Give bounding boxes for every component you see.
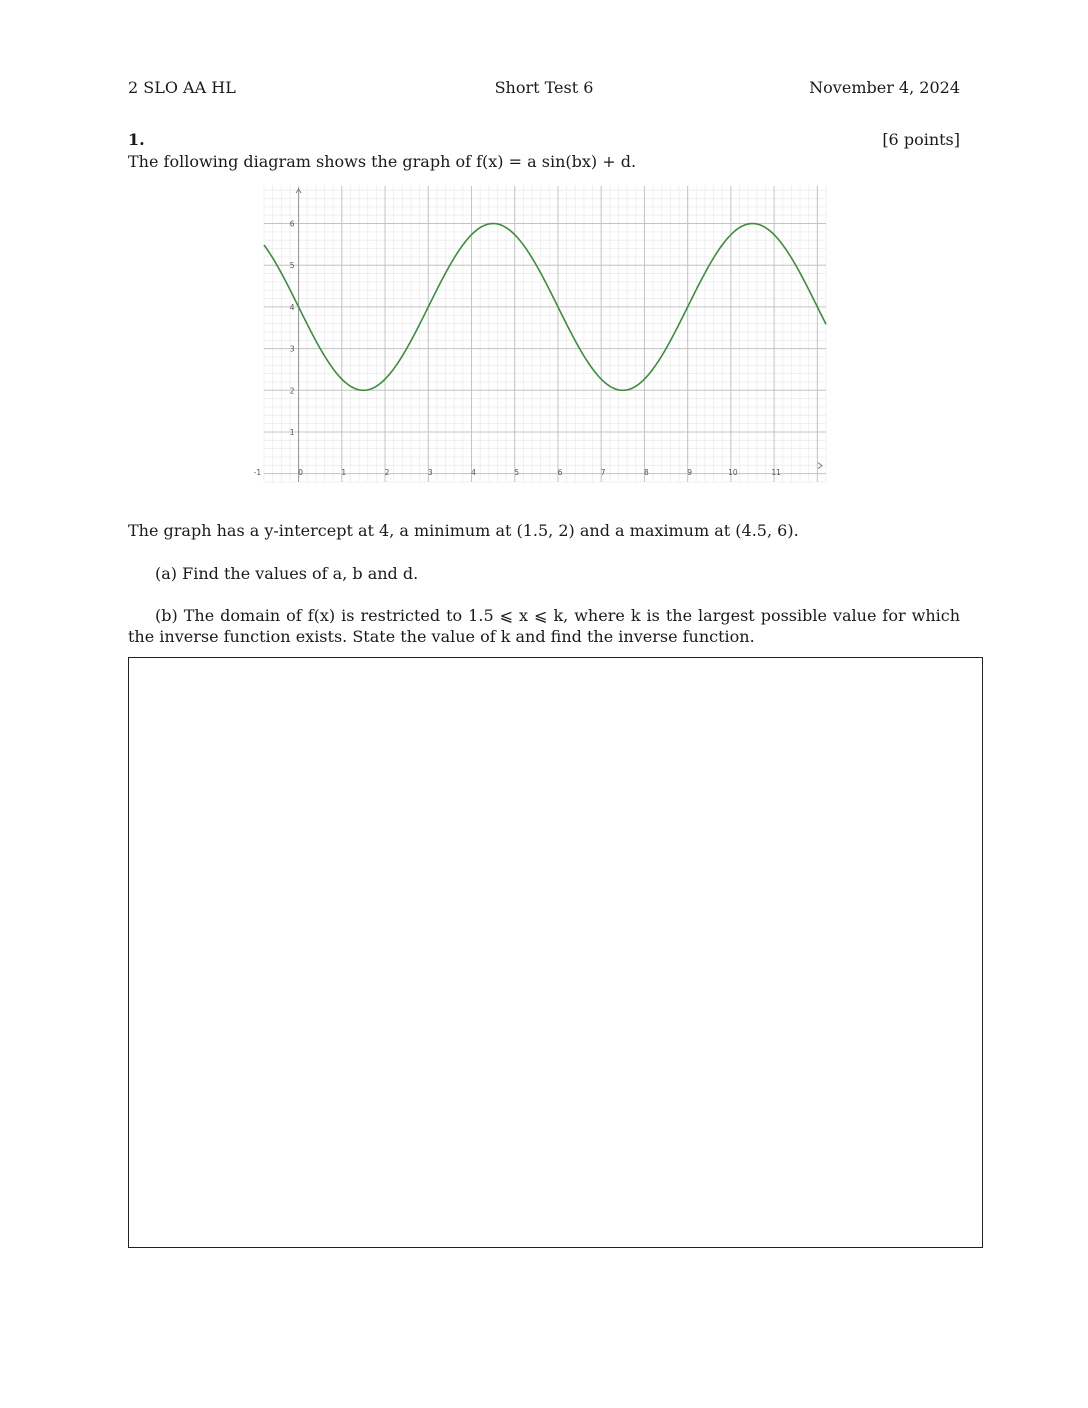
question-intro: The following diagram shows the graph of f(x) = a sin(bx) + d. [128,152,637,171]
x-tick-label: 8 [644,468,649,477]
grid-minor [264,186,826,482]
y-tick-label: 4 [289,302,295,312]
y-tick-label: 6 [289,219,295,229]
x-tick-label: 2 [384,468,390,477]
y-tick-label: 3 [289,344,295,354]
x-tick-label: 10 [728,468,738,477]
x-tick-label: 1 [341,468,347,477]
x-tick-label: 5 [514,468,520,477]
header-course: 2 SLO AA HL [128,78,236,97]
y-tick-label: 1 [289,427,295,437]
y-tick-label: 5 [289,261,295,271]
x-tick-label: 9 [687,468,693,477]
question-number: 1. [128,130,145,149]
function-graph [253,186,826,496]
part-a: (a) Find the values of a, b and d. [155,564,419,583]
grid-major [264,186,826,482]
header-title: Short Test 6 [494,78,594,97]
answer-box[interactable] [128,657,983,1248]
x-tick-label: 3 [427,468,433,477]
part-b: (b) The domain of f(x) is restricted to 1.5 ⩽ x ⩽ k, where k is the largest possible value for which the inverse function exists. State the value of k and find the inverse function. [128,606,960,646]
x-tick-label: 6 [557,468,563,477]
x-tick-label: 4 [471,468,476,477]
x-tick-label: -1 [253,468,262,477]
y-tick-label: 2 [289,386,295,396]
x-tick-label: 11 [771,468,781,477]
x-tick-label: 7 [600,468,606,477]
question-points: [6 points] [882,130,960,149]
graph-description: The graph has a y-intercept at 4, a minimum at (1.5, 2) and a maximum at (4.5, 6). [128,521,799,540]
header-date: November 4, 2024 [809,78,960,97]
x-tick-label: 0 [298,468,303,477]
